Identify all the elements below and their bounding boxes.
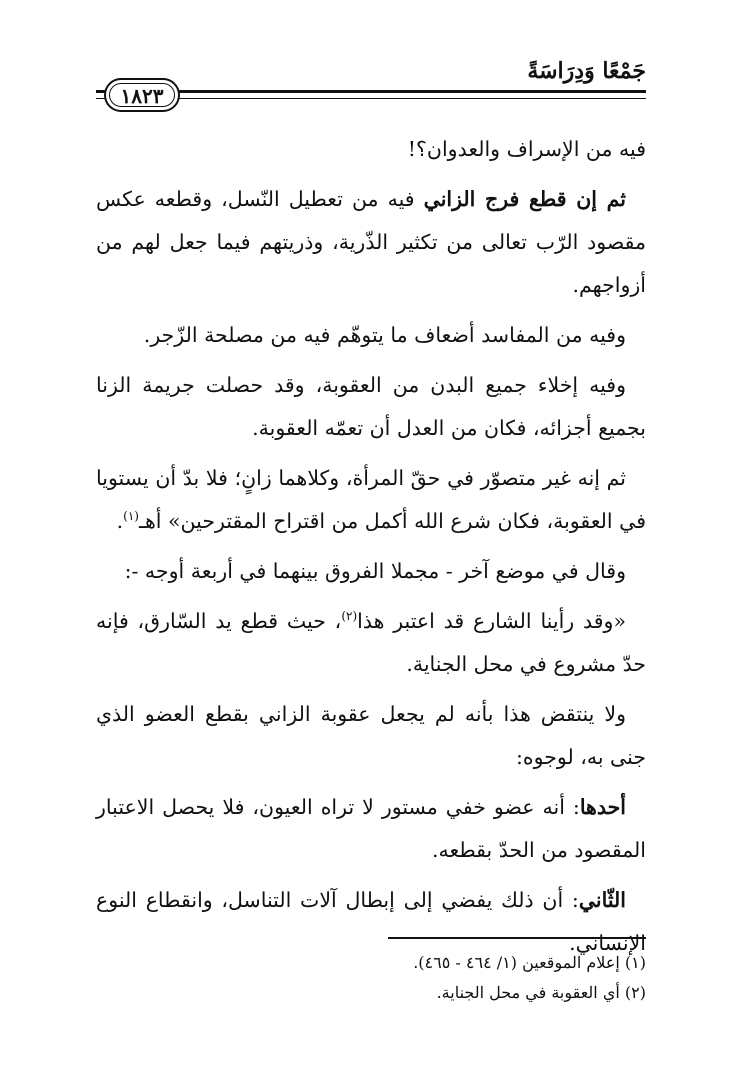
paragraph-2 [96, 178, 646, 307]
paragraph-lead: الثّاني [578, 888, 626, 912]
paragraph-5 [96, 457, 646, 543]
footnote-number: (٢) [624, 983, 646, 1002]
page-number: ١٨٢٣ [120, 84, 164, 108]
paragraph-8 [96, 693, 646, 779]
paragraph-text: ولا ينتقض هذا بأنه لم يجعل عقوبة الزاني بقطع العضو الذي جنى به، لوجوه: [96, 702, 646, 769]
paragraph-lead: أحدها [579, 795, 626, 819]
paragraph-7 [96, 600, 646, 686]
paragraph-text: ثم إنه غير متصوّر في حقّ المرأة، وكلاهما زانٍ؛ فلا بدّ أن يستويا في العقوبة، فكان شرع الله أكمل من اقتراح المقترحين» أهـ [96, 466, 646, 533]
running-header-title: جَمْعًا وَدِرَاسَةً [527, 58, 646, 84]
page-body [96, 128, 646, 972]
paragraph-text: «وقد رأينا الشارع قد اعتبر هذا [357, 609, 626, 633]
footnote-ref[interactable]: (٢) [341, 609, 358, 624]
paragraph-text: وقال في موضع آخر - مجملا الفروق بينهما في أربعة أوجه -: [124, 559, 626, 583]
footnote-separator [388, 937, 646, 939]
footnote-number: (١) [624, 953, 646, 972]
footnotes [96, 948, 646, 1008]
paragraph-3 [96, 314, 646, 357]
footnote-1 [96, 948, 646, 978]
footnote-text: إعلام الموقعين (١/ ٤٦٤ - ٤٦٥). [413, 953, 620, 972]
paragraph-lead: ثم إن قطع فرج الزاني [423, 187, 626, 211]
paragraph-text: : أن ذلك يفضي إلى إبطال آلات التناسل، وانقطاع النوع الإنساني. [96, 888, 646, 955]
paragraph-tail: . [116, 509, 124, 533]
footnote-2 [96, 978, 646, 1008]
footnote-ref[interactable]: (١) [123, 509, 139, 524]
page-number-frame [104, 78, 180, 112]
paragraph-text: فيه من تعطيل النّسل، وقطعه عكس مقصود الرّب تعالى من تكثير الذّرية، وذريتهم فيما جعل لهم من أزواجهم. [96, 187, 646, 297]
paragraph-4 [96, 364, 646, 450]
paragraph-text: فيه من الإسراف والعدوان؟! [407, 137, 646, 161]
paragraph-6 [96, 550, 646, 593]
footnote-text: أي العقوبة في محل الجناية. [436, 983, 620, 1002]
paragraph-text: وفيه إخلاء جميع البدن من العقوبة، وقد حصلت جريمة الزنا بجميع أجزائه، فكان من العدل أن تعمّه العقوبة. [96, 373, 646, 440]
paragraph-text: وفيه من المفاسد أضعاف ما يتوهّم فيه من مصلحة الزّجر. [143, 323, 626, 347]
paragraph-1 [96, 128, 646, 171]
paragraph-text: : أنه عضو خفي مستور لا تراه العيون، فلا يحصل الاعتبار المقصود من الحدّ بقطعه. [96, 795, 646, 862]
paragraph-tail: ، حيث قطع يد السّارق، فإنه حدّ مشروع في محل الجناية. [96, 609, 646, 676]
paragraph-9 [96, 786, 646, 872]
